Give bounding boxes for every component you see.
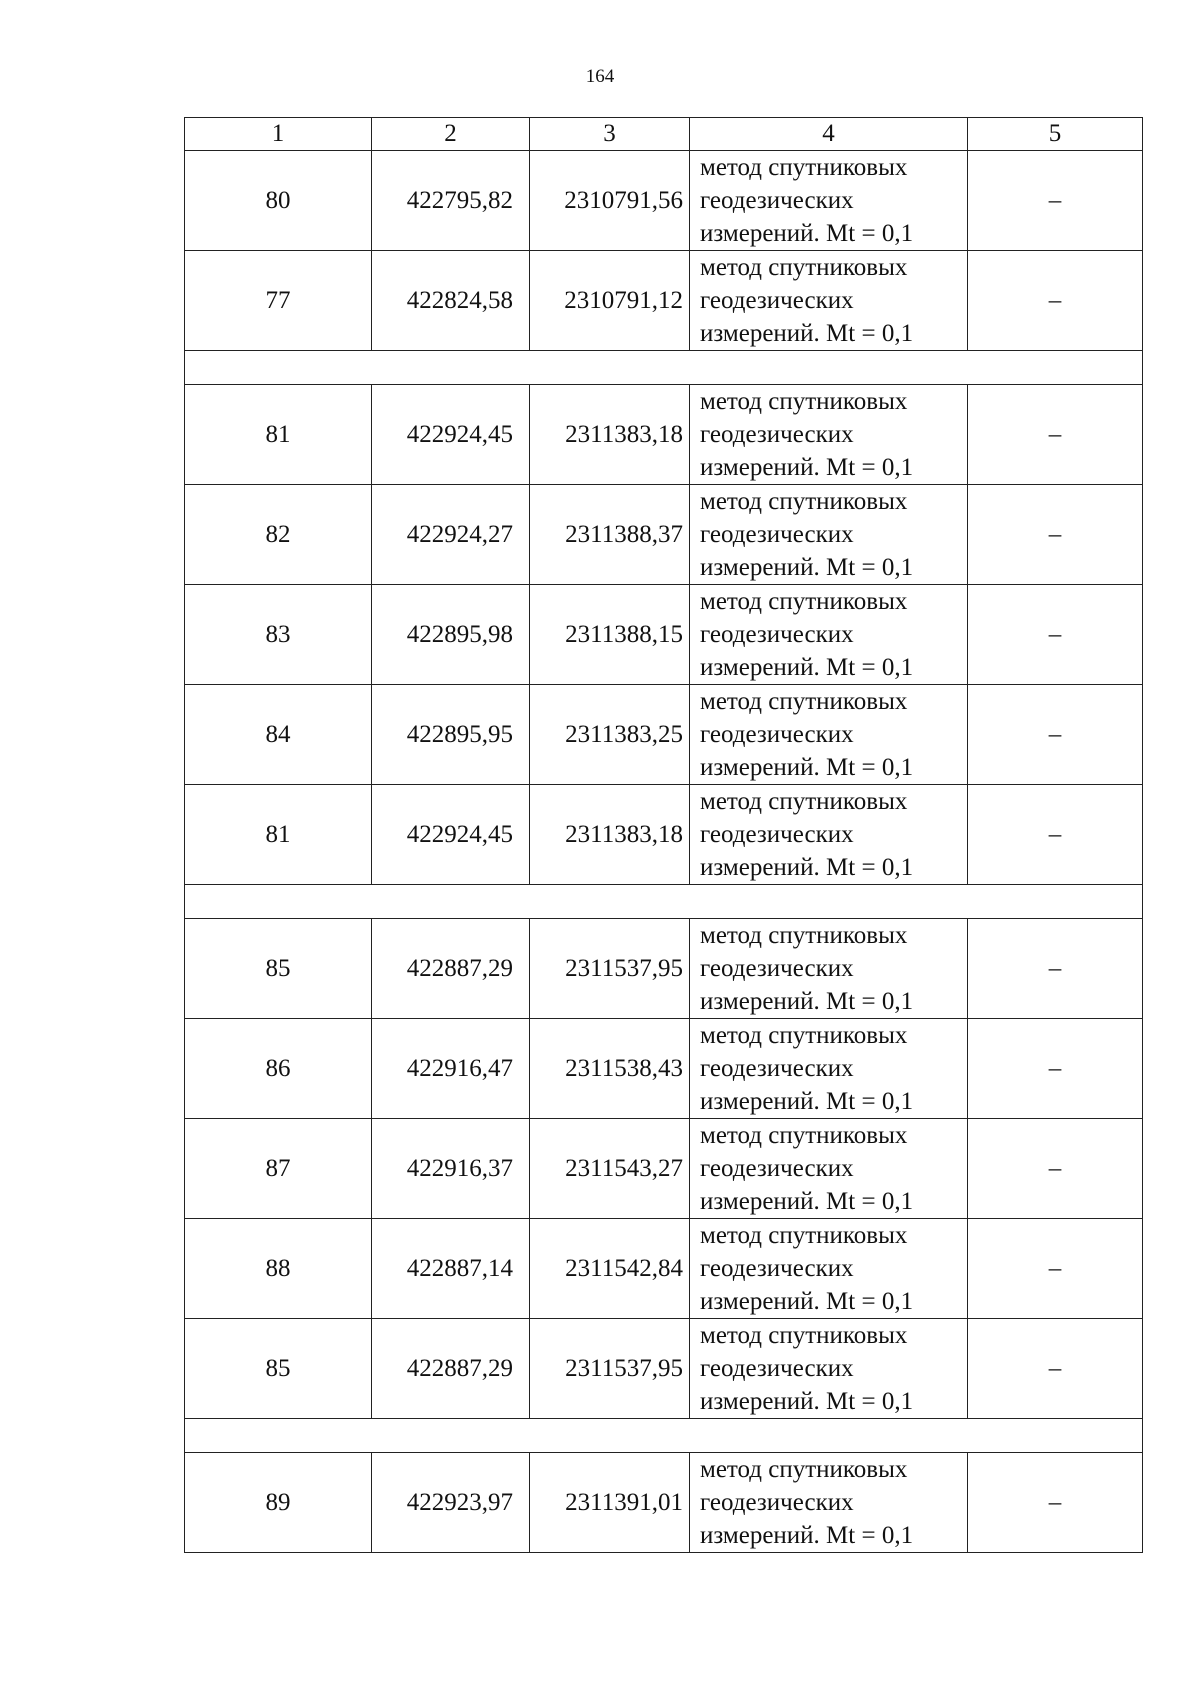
point-number-cell: 77 bbox=[185, 251, 372, 351]
coordinates-table bbox=[184, 117, 1143, 1553]
method-cell: метод спутниковых геодезических измерений. Mt = 0,1 bbox=[690, 919, 968, 1019]
y-coordinate-cell: 2311388,37 bbox=[530, 485, 690, 585]
table-row bbox=[185, 385, 1143, 485]
point-number-cell: 80 bbox=[185, 151, 372, 251]
x-coordinate-cell: 422824,58 bbox=[372, 251, 530, 351]
point-number-cell: 86 bbox=[185, 1019, 372, 1119]
note-cell: – bbox=[968, 151, 1143, 251]
y-coordinate-cell: 2311543,27 bbox=[530, 1119, 690, 1219]
method-cell: метод спутниковых геодезических измерений. Mt = 0,1 bbox=[690, 1219, 968, 1319]
y-coordinate-cell: 2311538,43 bbox=[530, 1019, 690, 1119]
separator-cell bbox=[185, 885, 1143, 919]
y-coordinate-cell: 2311537,95 bbox=[530, 919, 690, 1019]
y-coordinate-cell: 2311542,84 bbox=[530, 1219, 690, 1319]
table-row bbox=[185, 1119, 1143, 1219]
table-row bbox=[185, 919, 1143, 1019]
table-row bbox=[185, 1319, 1143, 1419]
x-coordinate-cell: 422916,37 bbox=[372, 1119, 530, 1219]
x-coordinate-cell: 422924,45 bbox=[372, 785, 530, 885]
note-cell: – bbox=[968, 385, 1143, 485]
header-cell: 1 bbox=[185, 118, 372, 151]
point-number-cell: 83 bbox=[185, 585, 372, 685]
point-number-cell: 85 bbox=[185, 1319, 372, 1419]
y-coordinate-cell: 2311383,18 bbox=[530, 385, 690, 485]
method-cell: метод спутниковых геодезических измерений. Mt = 0,1 bbox=[690, 1019, 968, 1119]
x-coordinate-cell: 422924,27 bbox=[372, 485, 530, 585]
x-coordinate-cell: 422923,97 bbox=[372, 1453, 530, 1553]
note-cell: – bbox=[968, 1453, 1143, 1553]
note-cell: – bbox=[968, 1019, 1143, 1119]
note-cell: – bbox=[968, 785, 1143, 885]
method-cell: метод спутниковых геодезических измерений. Mt = 0,1 bbox=[690, 685, 968, 785]
note-cell: – bbox=[968, 1219, 1143, 1319]
y-coordinate-cell: 2311388,15 bbox=[530, 585, 690, 685]
table-row bbox=[185, 685, 1143, 785]
x-coordinate-cell: 422924,45 bbox=[372, 385, 530, 485]
method-cell: метод спутниковых геодезических измерений. Mt = 0,1 bbox=[690, 251, 968, 351]
separator-cell bbox=[185, 351, 1143, 385]
y-coordinate-cell: 2311391,01 bbox=[530, 1453, 690, 1553]
header-cell: 2 bbox=[372, 118, 530, 151]
header-cell: 3 bbox=[530, 118, 690, 151]
table-body bbox=[185, 118, 1143, 1553]
method-cell: метод спутниковых геодезических измерений. Mt = 0,1 bbox=[690, 1453, 968, 1553]
method-cell: метод спутниковых геодезических измерений. Mt = 0,1 bbox=[690, 385, 968, 485]
note-cell: – bbox=[968, 251, 1143, 351]
table-row bbox=[185, 1019, 1143, 1119]
y-coordinate-cell: 2311383,25 bbox=[530, 685, 690, 785]
y-coordinate-cell: 2311383,18 bbox=[530, 785, 690, 885]
x-coordinate-cell: 422887,29 bbox=[372, 1319, 530, 1419]
table-row bbox=[185, 151, 1143, 251]
x-coordinate-cell: 422887,14 bbox=[372, 1219, 530, 1319]
point-number-cell: 84 bbox=[185, 685, 372, 785]
method-cell: метод спутниковых геодезических измерений. Mt = 0,1 bbox=[690, 1119, 968, 1219]
method-cell: метод спутниковых геодезических измерений. Mt = 0,1 bbox=[690, 585, 968, 685]
note-cell: – bbox=[968, 1119, 1143, 1219]
method-cell: метод спутниковых геодезических измерений. Mt = 0,1 bbox=[690, 1319, 968, 1419]
table-row bbox=[185, 1453, 1143, 1553]
x-coordinate-cell: 422887,29 bbox=[372, 919, 530, 1019]
method-cell: метод спутниковых геодезических измерений. Mt = 0,1 bbox=[690, 785, 968, 885]
note-cell: – bbox=[968, 485, 1143, 585]
x-coordinate-cell: 422895,98 bbox=[372, 585, 530, 685]
method-cell: метод спутниковых геодезических измерений. Mt = 0,1 bbox=[690, 485, 968, 585]
separator-row bbox=[185, 351, 1143, 385]
point-number-cell: 81 bbox=[185, 785, 372, 885]
y-coordinate-cell: 2310791,12 bbox=[530, 251, 690, 351]
x-coordinate-cell: 422916,47 bbox=[372, 1019, 530, 1119]
point-number-cell: 85 bbox=[185, 919, 372, 1019]
point-number-cell: 87 bbox=[185, 1119, 372, 1219]
separator-row bbox=[185, 885, 1143, 919]
table-row bbox=[185, 251, 1143, 351]
note-cell: – bbox=[968, 585, 1143, 685]
note-cell: – bbox=[968, 919, 1143, 1019]
y-coordinate-cell: 2311537,95 bbox=[530, 1319, 690, 1419]
table-row bbox=[185, 1219, 1143, 1319]
point-number-cell: 88 bbox=[185, 1219, 372, 1319]
header-cell: 5 bbox=[968, 118, 1143, 151]
note-cell: – bbox=[968, 685, 1143, 785]
separator-row bbox=[185, 1419, 1143, 1453]
separator-cell bbox=[185, 1419, 1143, 1453]
point-number-cell: 89 bbox=[185, 1453, 372, 1553]
header-cell: 4 bbox=[690, 118, 968, 151]
point-number-cell: 81 bbox=[185, 385, 372, 485]
y-coordinate-cell: 2310791,56 bbox=[530, 151, 690, 251]
header-row bbox=[185, 118, 1143, 151]
note-cell: – bbox=[968, 1319, 1143, 1419]
page-number: 164 bbox=[585, 66, 615, 87]
table-row bbox=[185, 785, 1143, 885]
x-coordinate-cell: 422895,95 bbox=[372, 685, 530, 785]
point-number-cell: 82 bbox=[185, 485, 372, 585]
table-row bbox=[185, 585, 1143, 685]
x-coordinate-cell: 422795,82 bbox=[372, 151, 530, 251]
method-cell: метод спутниковых геодезических измерений. Mt = 0,1 bbox=[690, 151, 968, 251]
table-row bbox=[185, 485, 1143, 585]
